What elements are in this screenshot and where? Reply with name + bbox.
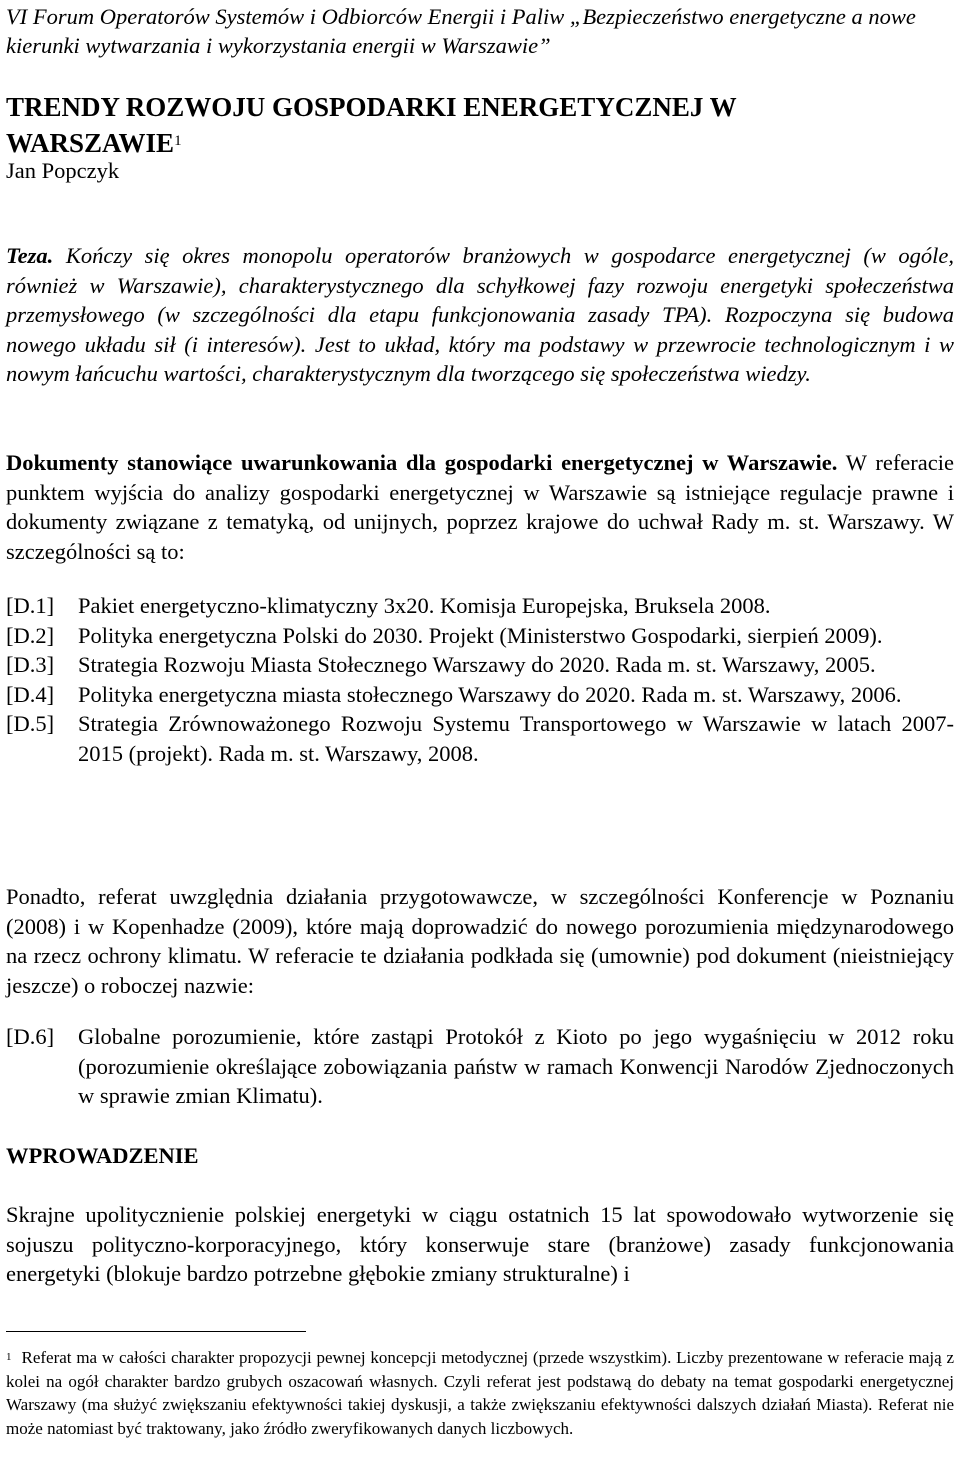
reference-text: Strategia Rozwoju Miasta Stołecznego Warszawy do 2020. Rada m. st. Warszawy, 2005. [78,652,876,677]
footnote-mark: 1 [6,1351,12,1363]
reference-text: Strategia Zrównoważonego Rozwoju Systemu Transportowego w Warszawie w latach 2007-2015 (projekt). Rada m. st. Warszawy, 2008. [78,711,954,766]
list-item [6,709,954,768]
additional-documents-list [6,1022,954,1111]
introduction-paragraph: Skrajne upolitycznienie polskiej energetyki w ciągu ostatnich 15 lat spowodowało wytworzenie się sojuszu polityczno-korporacyjnego, który konserwuje stare (branżowe) zasady funkcjonowania energetyki (blokuje bardzo potrzebne głębokie zmiany strukturalne) i [6,1202,954,1286]
paper-title [6,89,826,161]
reference-text: Pakiet energetyczno-klimatyczny 3x20. Komisja Europejska, Bruksela 2008. [78,593,771,618]
list-item [6,591,954,621]
list-item [6,650,954,680]
title-footnote-mark[interactable]: 1 [174,133,182,149]
section-heading: WPROWADZENIE [6,1143,199,1168]
conference-header: VI Forum Operatorów Systemów i Odbiorców Energii i Paliw „Bezpieczeństwo energetyczne a nowe kierunki wytwarzania i wykorzystania energii w Warszawie” [6,4,916,58]
documents-paragraph [6,448,954,566]
documents-list [6,591,954,768]
list-item [6,1022,954,1111]
thesis-text: Kończy się okres monopolu operatorów branżowych w gospodarce energetycznej (w ogóle, również w Warszawie), charakterystycznego dla schyłkowej fazy rozwoju energetyki społeczeństwa przemysłowego (w szczególności dla etapu funkcjonowania zasady TPA). Rozpoczyna się budowa nowego układu sił (i interesów). Jest to układ, który ma podstawy w przewrocie technologicznym i w nowym łańcuchu wartości, charakterystycznym dla tworzącego się społeczeństwa wiedzy. [6,243,954,386]
footnote-divider [6,1331,306,1332]
documents-text: W referacie punktem wyjścia do analizy gospodarki energetycznej w Warszawie są istniejące regulacje prawne i dokumenty związane z tematyką, od unijnych, poprzez krajowe do uchwał Rady m. st. Warszawy. W szczególności są to: [6,450,955,564]
reference-text: Polityka energetyczna Polski do 2030. Projekt (Ministerstwo Gospodarki, sierpień 2009). [78,622,883,648]
paper-title-text: TRENDY ROZWOJU GOSPODARKI ENERGETYCZNEJ W WARSZAWIE [6,92,737,158]
thesis-paragraph [6,241,954,389]
reference-text: Globalne porozumienie, które zastąpi Protokół z Kioto po jego wygaśnięciu w 2012 roku (porozumienie określające zobowiązania państw w ramach Konwencji Narodów Zjednoczonych w sprawie zmian Klimatu). [78,1024,954,1108]
reference-tag: [D.1] [6,593,55,618]
thesis-label: Teza. [6,243,54,268]
list-item [6,680,954,710]
footnote [6,1346,954,1440]
list-item [6,621,954,651]
reference-tag: [D.3] [6,652,55,677]
reference-tag: [D.5] [6,711,55,736]
reference-tag: [D.2] [6,622,55,648]
author-name: Jan Popczyk [6,158,120,183]
reference-tag: [D.6] [6,1024,55,1049]
ponadto-paragraph: Ponadto, referat uwzględnia działania przygotowawcze, w szczególności Konferencje w Poznaniu (2008) i w Kopenhadze (2009), które mają doprowadzić do nowego porozumienia międzynarodowego na rzecz ochrony klimatu. W referacie te działania podkłada się (umownie) pod dokument (nieistniejący jeszcze) o roboczej nazwie: [6,884,954,998]
footnote-text: Referat ma w całości charakter propozycji pewnej koncepcji metodycznej (przede wszystkim). Liczby prezentowane w referacie mają z kolei na ogół charakter bardzo grubych oszacowań własnych. Czyli referat jest podstawą do debaty na temat gospodarki energetycznej Warszawy (ma służyć zwiększaniu efektywności takiej dyskusji, a także zwiększaniu efektywności dalszych działań Miasta). Referat nie może natomiast być traktowany, jako źródło zweryfikowanych danych liczbowych. [6,1348,954,1438]
reference-tag: [D.4] [6,681,55,707]
reference-text: Polityka energetyczna miasta stołecznego Warszawy do 2020. Rada m. st. Warszawy, 2006. [78,681,902,707]
documents-label: Dokumenty stanowiące uwarunkowania dla gospodarki energetycznej w Warszawie. [6,450,838,475]
